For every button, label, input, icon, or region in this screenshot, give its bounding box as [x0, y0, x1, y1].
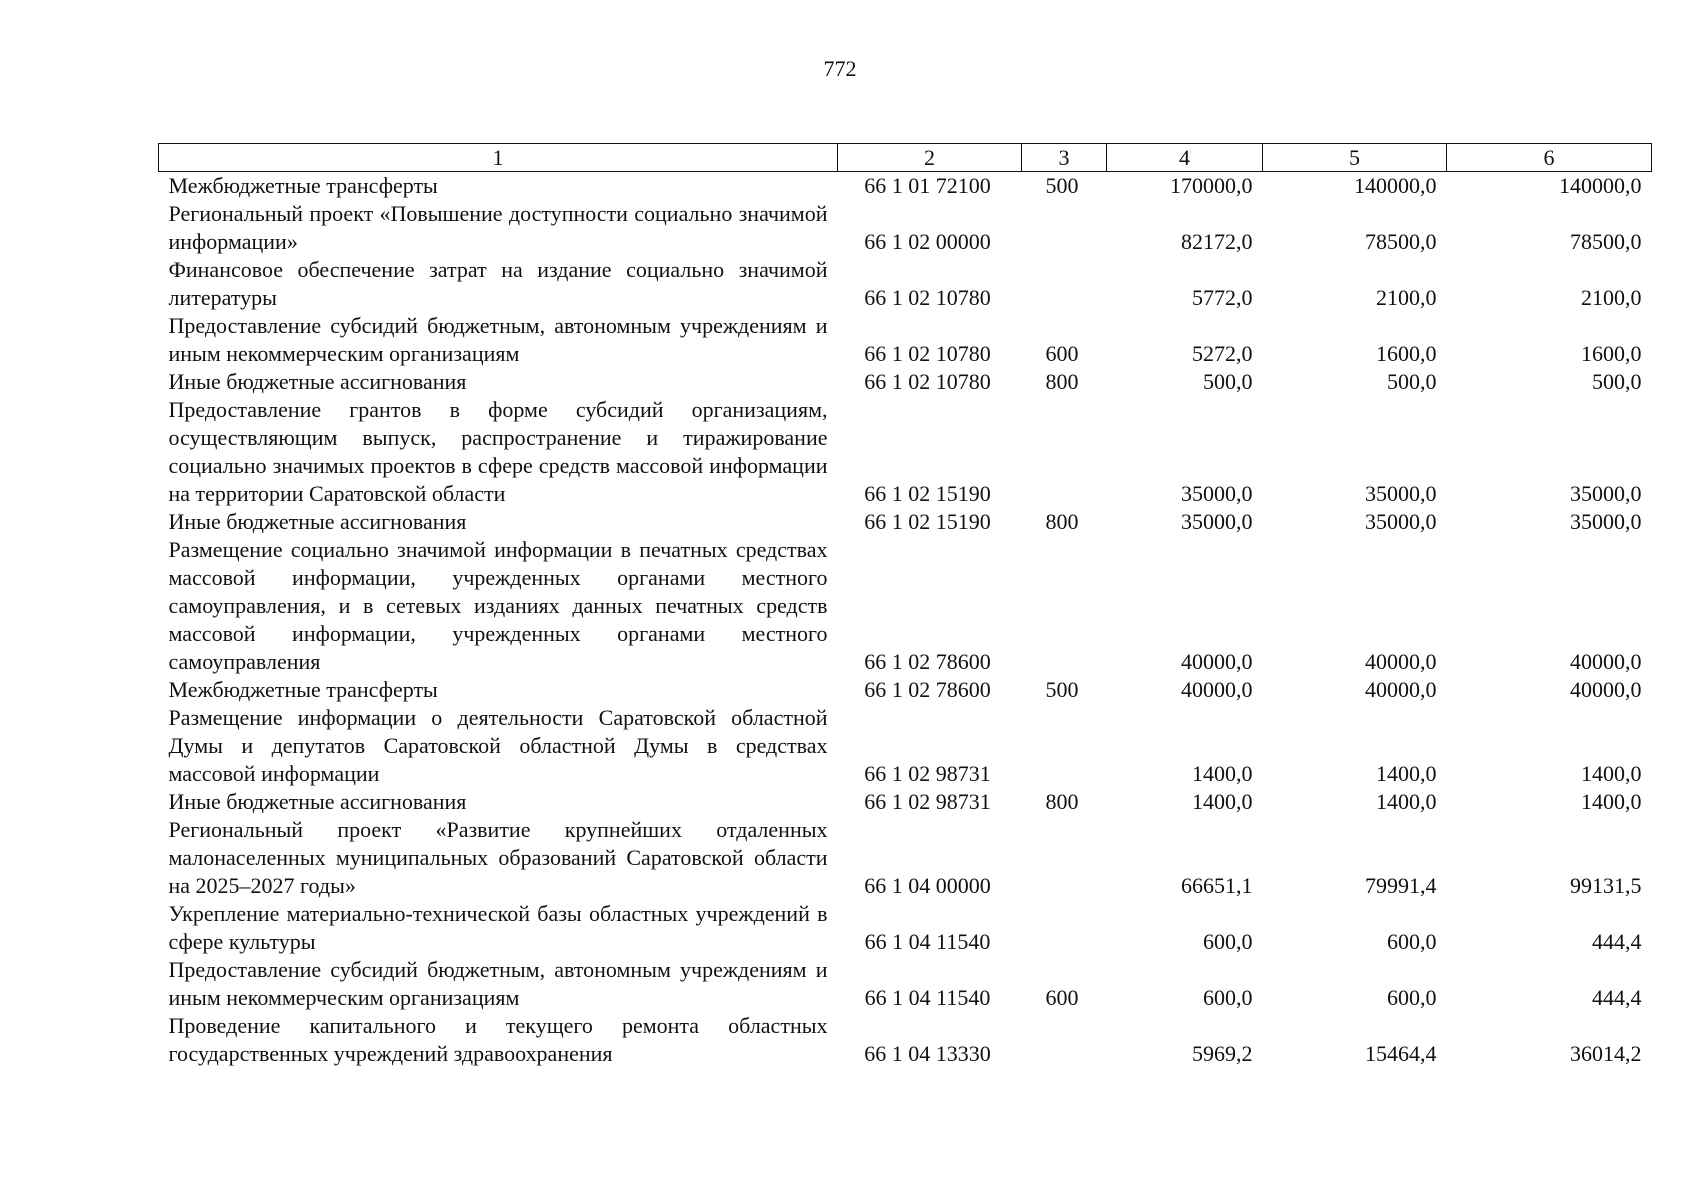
row-expense-kind — [1022, 396, 1107, 508]
row-value-2025: 35000,0 — [1181, 509, 1253, 534]
row-value-2026: 1400,0 — [1376, 789, 1437, 814]
row-value-2026: 15464,4 — [1365, 1041, 1437, 1066]
row-value-2026: 2100,0 — [1376, 285, 1437, 310]
row-code: 66 1 02 78600 — [864, 677, 991, 702]
row-value-2025: 500,0 — [1203, 369, 1253, 394]
row-value-2027: 35000,0 — [1570, 509, 1642, 534]
table-row — [159, 956, 1652, 1012]
row-name: Региональный проект «Развитие крупнейших отдаленных малонаселенных муниципальных образований Саратовской области на 2025–2027 годы» — [168, 817, 828, 898]
row-code: 66 1 04 11540 — [864, 929, 991, 954]
row-expense-kind: 600 — [1045, 985, 1079, 1010]
row-value-2025: 170000,0 — [1170, 173, 1253, 198]
row-value-2026: 1400,0 — [1376, 761, 1437, 786]
row-value-2027: 1400,0 — [1581, 789, 1642, 814]
row-value-2027: 35000,0 — [1570, 481, 1642, 506]
row-name: Межбюджетные трансферты — [168, 677, 438, 702]
table-header-row — [159, 144, 1652, 172]
row-name: Предоставление субсидий бюджетным, автономным учреждениям и иным некоммерческим организациям — [168, 313, 828, 366]
row-code: 66 1 02 78600 — [864, 649, 991, 674]
row-value-2026: 40000,0 — [1365, 677, 1437, 702]
table-row — [159, 788, 1652, 816]
row-expense-kind — [1022, 536, 1107, 676]
row-expense-kind: 800 — [1045, 369, 1079, 394]
row-value-2027: 2100,0 — [1581, 285, 1642, 310]
row-name: Региональный проект «Повышение доступности социально значимой информации» — [168, 201, 828, 254]
row-code: 66 1 02 98731 — [864, 789, 991, 814]
row-value-2027: 36014,2 — [1570, 1041, 1642, 1066]
row-value-2027: 40000,0 — [1570, 677, 1642, 702]
row-value-2027: 444,4 — [1592, 929, 1642, 954]
row-value-2025: 1400,0 — [1192, 761, 1253, 786]
row-value-2026: 78500,0 — [1365, 229, 1437, 254]
table-row — [159, 900, 1652, 956]
row-code: 66 1 01 72100 — [864, 173, 991, 198]
table-row — [159, 1012, 1652, 1068]
table-row — [159, 676, 1652, 704]
row-code: 66 1 02 00000 — [864, 229, 991, 254]
row-expense-kind: 800 — [1045, 509, 1079, 534]
table-row — [159, 536, 1652, 676]
row-expense-kind — [1022, 1012, 1107, 1068]
header-col-4: 4 — [1107, 144, 1263, 172]
row-value-2025: 40000,0 — [1181, 677, 1253, 702]
row-name: Предоставление грантов в форме субсидий организациям, осуществляющим выпуск, распространение и тиражирование социально значимых проектов в сфере средств массовой информации на территории Саратовской области — [168, 397, 828, 506]
row-name: Укрепление материально-технической базы областных учреждений в сфере культуры — [168, 901, 828, 954]
row-code: 66 1 04 00000 — [864, 873, 991, 898]
row-name: Размещение информации о деятельности Саратовской областной Думы и депутатов Саратовской областной Думы в средствах массовой информации — [168, 705, 828, 786]
header-col-1: 1 — [159, 144, 838, 172]
row-value-2025: 600,0 — [1203, 985, 1253, 1010]
row-code: 66 1 02 15190 — [864, 509, 991, 534]
row-value-2027: 1600,0 — [1581, 341, 1642, 366]
budget-table — [158, 143, 1652, 1068]
row-expense-kind — [1022, 704, 1107, 788]
row-value-2025: 66651,1 — [1181, 873, 1253, 898]
row-expense-kind — [1022, 900, 1107, 956]
row-code: 66 1 02 10780 — [864, 341, 991, 366]
table-row — [159, 312, 1652, 368]
row-value-2025: 5969,2 — [1192, 1041, 1253, 1066]
row-name: Проведение капитального и текущего ремонта областных государственных учреждений здравоохранения — [168, 1013, 828, 1066]
row-expense-kind: 600 — [1045, 341, 1079, 366]
row-value-2025: 82172,0 — [1181, 229, 1253, 254]
row-value-2026: 35000,0 — [1365, 509, 1437, 534]
row-expense-kind — [1022, 256, 1107, 312]
row-value-2027: 40000,0 — [1570, 649, 1642, 674]
table-row — [159, 172, 1652, 201]
row-code: 66 1 04 11540 — [864, 985, 991, 1010]
row-value-2025: 5272,0 — [1192, 341, 1253, 366]
row-name: Иные бюджетные ассигнования — [168, 369, 467, 394]
row-name: Размещение социально значимой информации в печатных средствах массовой информации, учрежденных органами местного самоуправления, и в сетевых изданиях данных печатных средств массовой информации, учрежденных органами местного самоуправления — [168, 537, 828, 674]
row-expense-kind — [1022, 200, 1107, 256]
row-value-2027: 1400,0 — [1581, 761, 1642, 786]
row-value-2026: 600,0 — [1387, 985, 1437, 1010]
row-value-2027: 99131,5 — [1570, 873, 1642, 898]
row-value-2026: 79991,4 — [1365, 873, 1437, 898]
table-row — [159, 256, 1652, 312]
table-row — [159, 816, 1652, 900]
row-value-2026: 500,0 — [1387, 369, 1437, 394]
row-value-2025: 5772,0 — [1192, 285, 1253, 310]
row-value-2026: 40000,0 — [1365, 649, 1437, 674]
table-row — [159, 368, 1652, 396]
row-value-2027: 140000,0 — [1559, 173, 1642, 198]
row-name: Иные бюджетные ассигнования — [168, 509, 467, 534]
row-value-2027: 444,4 — [1592, 985, 1642, 1010]
row-name: Финансовое обеспечение затрат на издание социально значимой литературы — [168, 257, 828, 310]
row-value-2026: 1600,0 — [1376, 341, 1437, 366]
row-value-2025: 35000,0 — [1181, 481, 1253, 506]
page-number: 772 — [823, 56, 857, 81]
row-name: Иные бюджетные ассигнования — [168, 789, 467, 814]
row-expense-kind — [1022, 816, 1107, 900]
row-name: Межбюджетные трансферты — [168, 173, 438, 198]
row-value-2027: 500,0 — [1592, 369, 1642, 394]
header-col-2: 2 — [838, 144, 1022, 172]
row-code: 66 1 02 10780 — [864, 285, 991, 310]
row-code: 66 1 02 98731 — [864, 761, 991, 786]
row-expense-kind: 500 — [1045, 173, 1079, 198]
table-row — [159, 396, 1652, 508]
row-expense-kind: 500 — [1045, 677, 1079, 702]
table-row — [159, 508, 1652, 536]
row-code: 66 1 02 15190 — [864, 481, 991, 506]
row-code: 66 1 04 13330 — [864, 1041, 991, 1066]
row-value-2025: 40000,0 — [1181, 649, 1253, 674]
row-value-2025: 600,0 — [1203, 929, 1253, 954]
row-value-2027: 78500,0 — [1570, 229, 1642, 254]
row-name: Предоставление субсидий бюджетным, автономным учреждениям и иным некоммерческим организациям — [168, 957, 828, 1010]
row-value-2026: 140000,0 — [1354, 173, 1437, 198]
row-value-2025: 1400,0 — [1192, 789, 1253, 814]
row-expense-kind: 800 — [1045, 789, 1079, 814]
header-col-3: 3 — [1022, 144, 1107, 172]
row-value-2026: 600,0 — [1387, 929, 1437, 954]
header-col-6: 6 — [1447, 144, 1652, 172]
header-col-5: 5 — [1263, 144, 1447, 172]
row-code: 66 1 02 10780 — [864, 369, 991, 394]
table-row — [159, 200, 1652, 256]
table-row — [159, 704, 1652, 788]
row-value-2026: 35000,0 — [1365, 481, 1437, 506]
